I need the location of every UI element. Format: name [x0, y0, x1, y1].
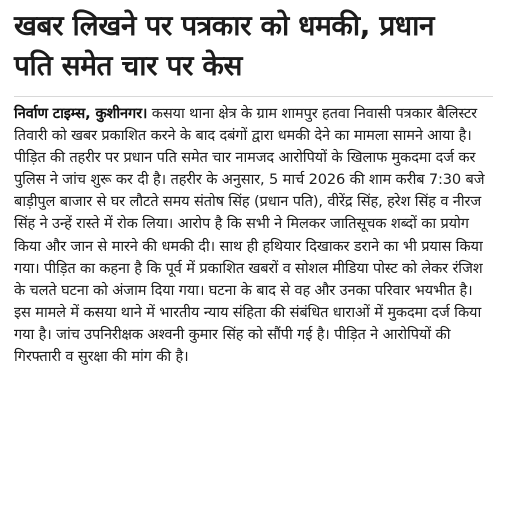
- article-dateline: निर्वाण टाइम्स, कुशीनगर।: [14, 105, 148, 122]
- article-body: [14, 103, 493, 368]
- headline-line-1: खबर लिखने पर पत्रकार को धमकी, प्रधान: [14, 9, 435, 42]
- headline-line-2: पति समेत चार पर केस: [14, 49, 243, 82]
- headline-divider: [14, 96, 493, 97]
- article-headline: [14, 6, 493, 86]
- article-text: कसया थाना क्षेत्र के ग्राम शामपुर हतवा निवासी पत्रकार बैलिस्टर तिवारी को खबर प्रकाशित करने के बाद दबंगों द्वारा धमकी देने का मामला सामने आया है। पीड़ित की तहरीर पर प्रधान पति समेत चार नामजद आरोपियों के खिलाफ मुकदमा दर्ज कर पुलिस ने जांच शुरू कर दी है। तहरीर के अनुसार, 5 मार्च 2026 की शाम करीब 7:30 बजे बाड़ीपुल बाजार से घर लौटते समय संतोष सिंह (प्रधान पति), वीरेंद्र सिंह, हरेश सिंह व नीरज सिंह ने उन्हें रास्ते में रोक लिया। आरोप है कि सभी ने मिलकर जातिसूचक शब्दों का प्रयोग किया और जान से मारने की धमकी दी। साथ ही हथियार दिखाकर डराने का भी प्रयास किया गया। पीड़ित का कहना है कि पूर्व में प्रकाशित खबरों व सोशल मीडिया पोस्ट को लेकर रंजिश के चलते घटना को अंजाम दिया गया। घटना के बाद से वह और उनका परिवार भयभीत है। इस मामले में कसया थाने में भारतीय न्याय संहिता की संबंधित धाराओं में मुकदमा दर्ज किया गया है। जांच उपनिरीक्षक अश्वनी कुमार सिंह को सौंपी गई है। पीड़ित ने आरोपियों की गिरफ्तारी व सुरक्षा की मांग की है।: [14, 105, 485, 366]
